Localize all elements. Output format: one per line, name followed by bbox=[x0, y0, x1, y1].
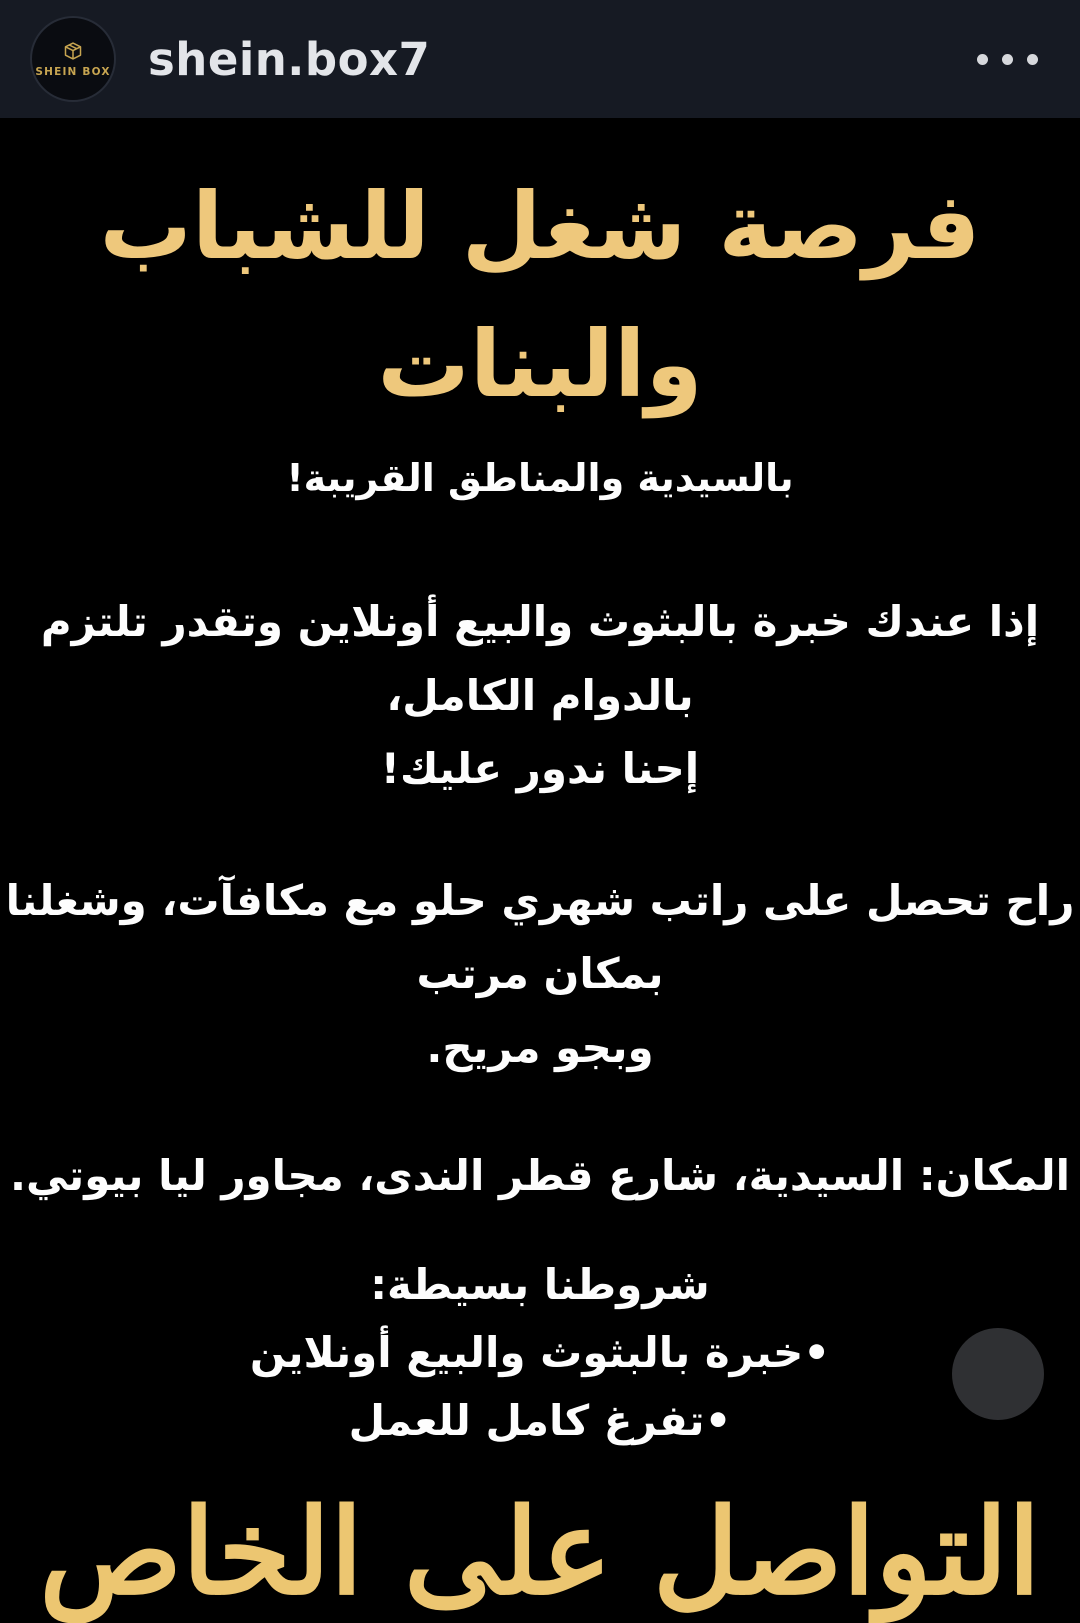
avatar[interactable] bbox=[30, 16, 116, 102]
post-header bbox=[0, 0, 1080, 118]
three-dots-horizontal-icon bbox=[1002, 54, 1013, 65]
more-options-button[interactable] bbox=[973, 42, 1042, 77]
intro-paragraph bbox=[0, 585, 1080, 806]
username[interactable]: shein.box7 bbox=[148, 32, 431, 86]
benefits-paragraph bbox=[0, 864, 1080, 1085]
three-dots-horizontal-icon bbox=[1027, 54, 1038, 65]
post-title: فرصة شغل للشباب والبنات bbox=[99, 173, 981, 418]
intro-line-2: إحنا ندور عليك! bbox=[380, 744, 700, 793]
location-line: المكان: السيدية، شارع قطر الندى، مجاور ليا بيوتي. bbox=[9, 1151, 1070, 1200]
conditions-heading: شروطنا بسيطة: bbox=[370, 1260, 710, 1310]
avatar-label: SHEIN BOX bbox=[35, 65, 111, 78]
benefits-line-1: راح تحصل على راتب شهري حلو مع مكافآت، وشغلنا بمكان مرتب bbox=[5, 875, 1075, 998]
shein-box-cube-icon bbox=[63, 41, 83, 61]
intro-line-1: إذا عندك خبرة بالبثوث والبيع أونلاين وتقدر تلتزم بالدوام الكامل، bbox=[40, 597, 1040, 720]
condition-item: •خبرة بالبثوث والبيع أونلاين bbox=[249, 1328, 831, 1378]
corner-circle-overlay bbox=[952, 1328, 1044, 1420]
post-subtitle: بالسيدية والمناطق القريبة! bbox=[286, 456, 794, 500]
conditions-block bbox=[0, 1251, 1080, 1455]
post-image[interactable] bbox=[0, 118, 1080, 1622]
condition-item: •تفرغ كامل للعمل bbox=[348, 1396, 732, 1446]
benefits-line-2: وبجو مريح. bbox=[426, 1022, 654, 1072]
three-dots-horizontal-icon bbox=[977, 54, 988, 65]
contact-calligraphy: التواصل على الخاص bbox=[39, 1482, 1041, 1622]
